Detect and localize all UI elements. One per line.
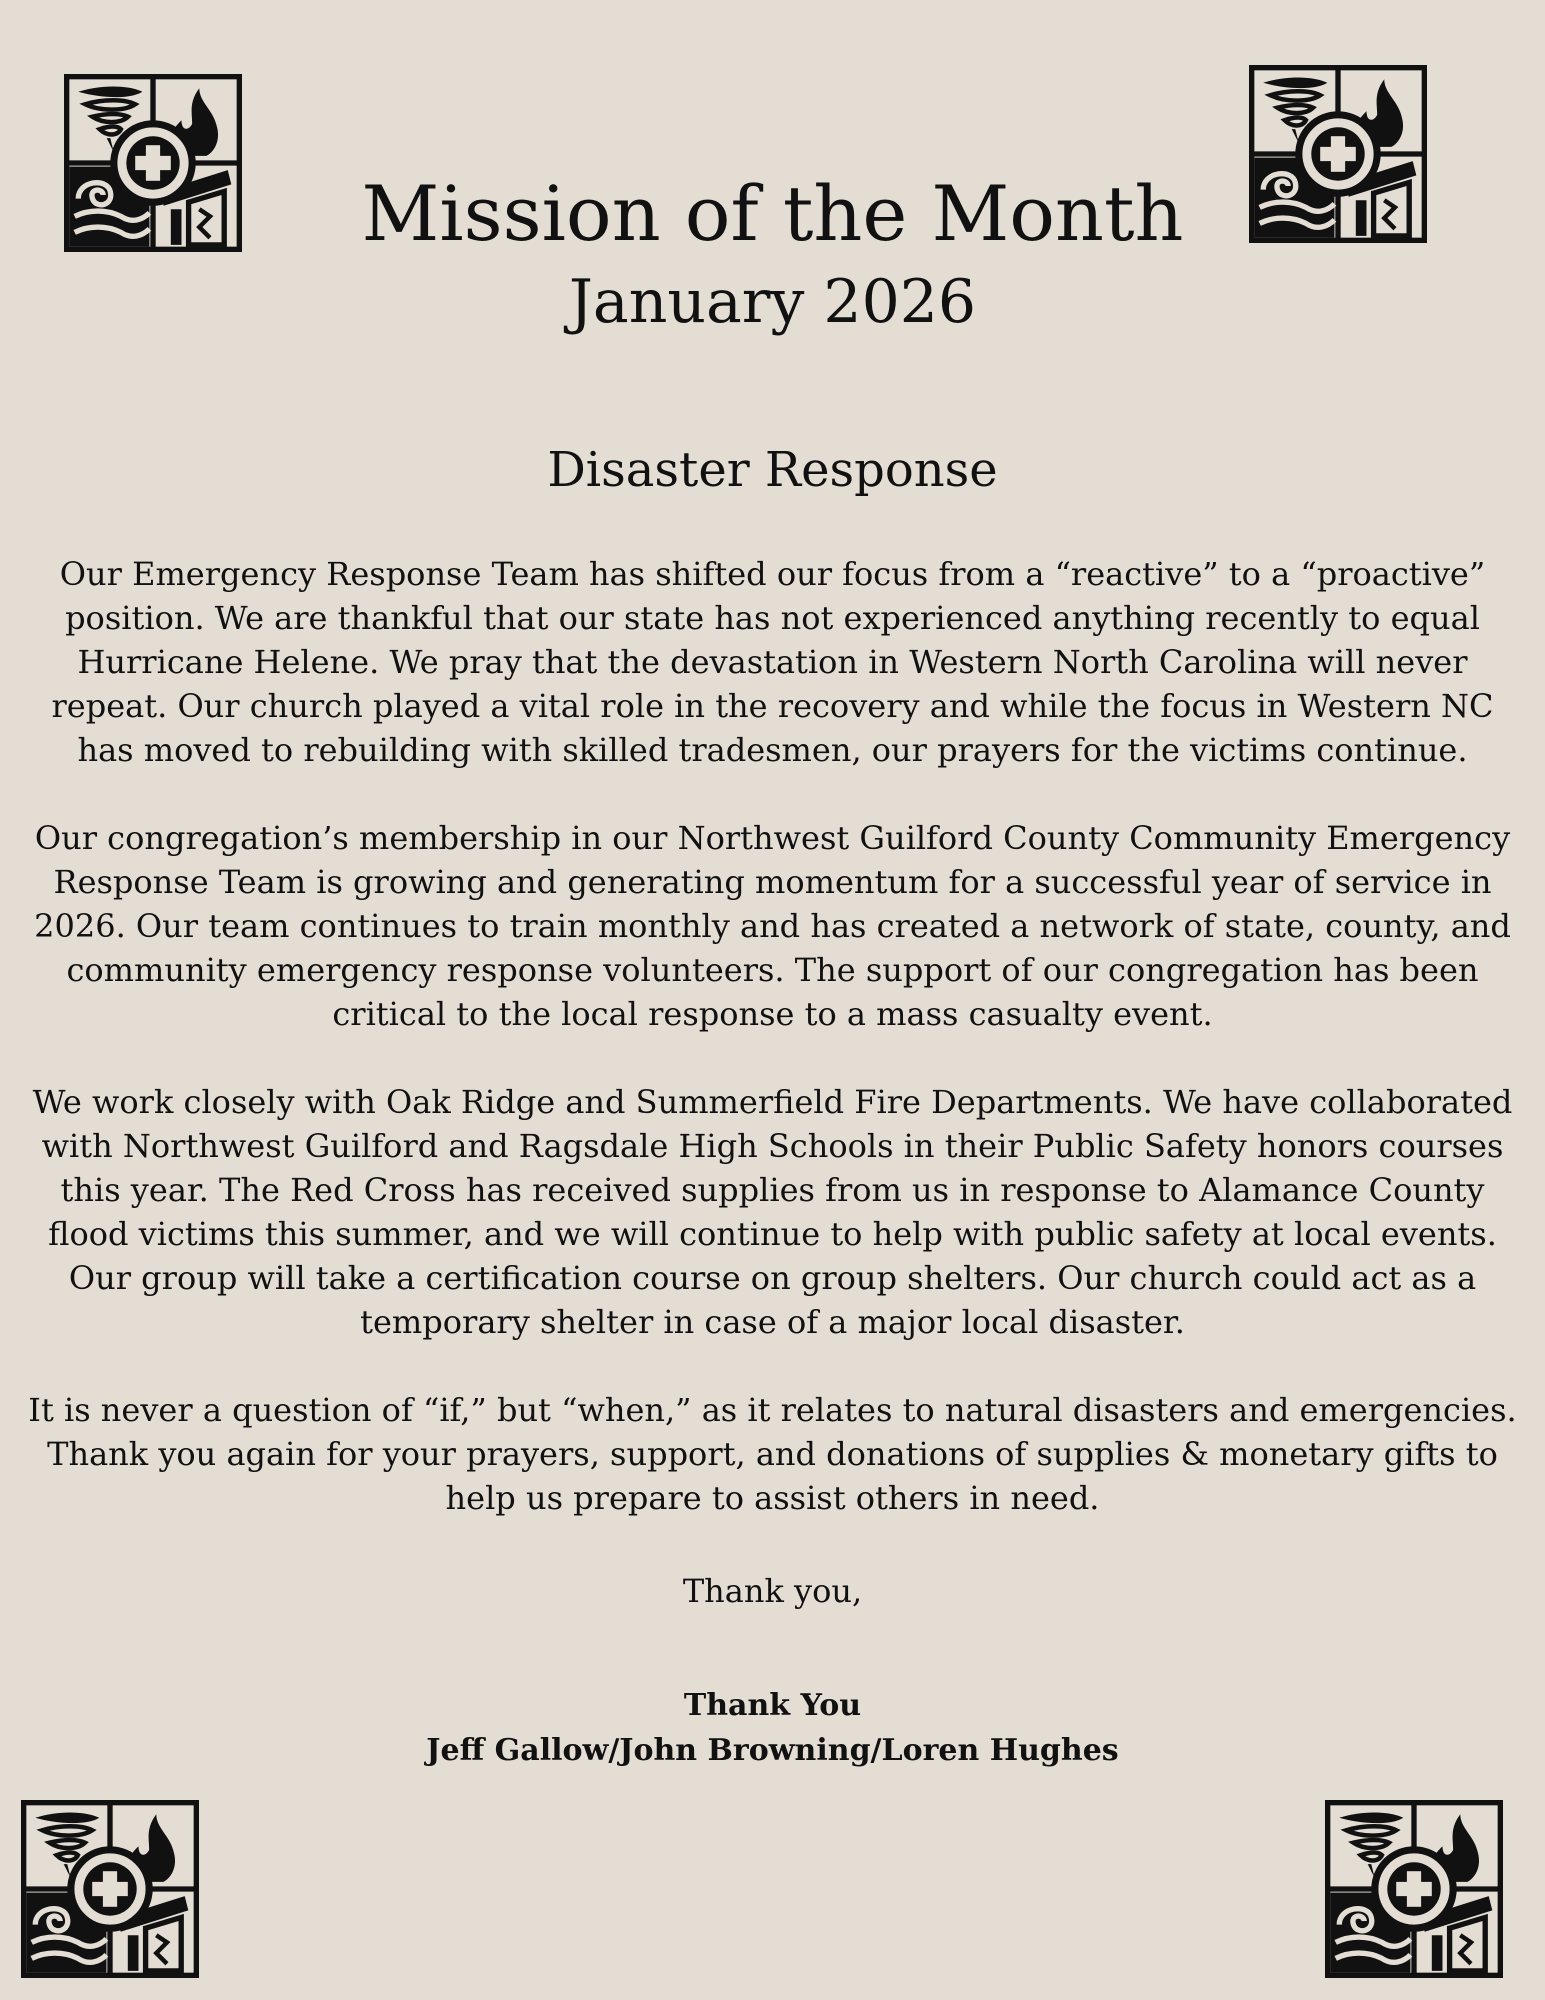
closing-line: Thank you,	[682, 1572, 863, 1610]
signature-thank-you: Thank You	[683, 1688, 862, 1723]
paragraph-3: We work closely with Oak Ridge and Summerfield Fire Departments. We have collaborated with Northwest Guilford and Ragsdale High Schools in their Public Safety honors courses this year. The Red Cross has received supplies from us in response to Alamance County flood victims this summer, and we will continue to help with public safety at local events. Our group will take a certification course on group shelters. Our church could act as a temporary shelter in case of a major local disaster.	[32, 1083, 1513, 1341]
signature-names: Jeff Gallow/John Browning/Loren Hughes	[426, 1733, 1119, 1768]
page-subtitle-date: January 2026	[568, 267, 977, 337]
emergency-response-logo-icon	[21, 1800, 199, 1978]
paragraph-2: Our congregation’s membership in our Northwest Guilford County Community Emergency Response Team is growing and generating momentum for a successful year of service in 2026. Our team continues to train monthly and has created a network of state, county, and community emergency response volunteers. The support of our congregation has been critical to the local response to a mass casualty event.	[34, 819, 1511, 1033]
body-text	[20, 552, 1525, 1564]
paragraph-1: Our Emergency Response Team has shifted our focus from a “reactive” to a “proactive” position. We are thankful that our state has not experienced anything recently to equal Hurricane Helene. We pray that the devastation in Western North Carolina will never repeat. Our church played a vital role in the recovery and while the focus in Western NC has moved to rebuilding with skilled tradesmen, our prayers for the victims continue.	[51, 555, 1494, 769]
emergency-response-logo-icon	[1325, 1800, 1503, 1978]
signature-block	[0, 1683, 1545, 1773]
paragraph-4: It is never a question of “if,” but “when,” as it relates to natural disasters and emergencies. Thank you again for your prayers, support, and donations of supplies & monetary gifts to help us prepare to assist others in need.	[28, 1391, 1517, 1517]
page-title: Mission of the Month	[361, 169, 1184, 258]
section-heading: Disaster Response	[547, 442, 998, 498]
